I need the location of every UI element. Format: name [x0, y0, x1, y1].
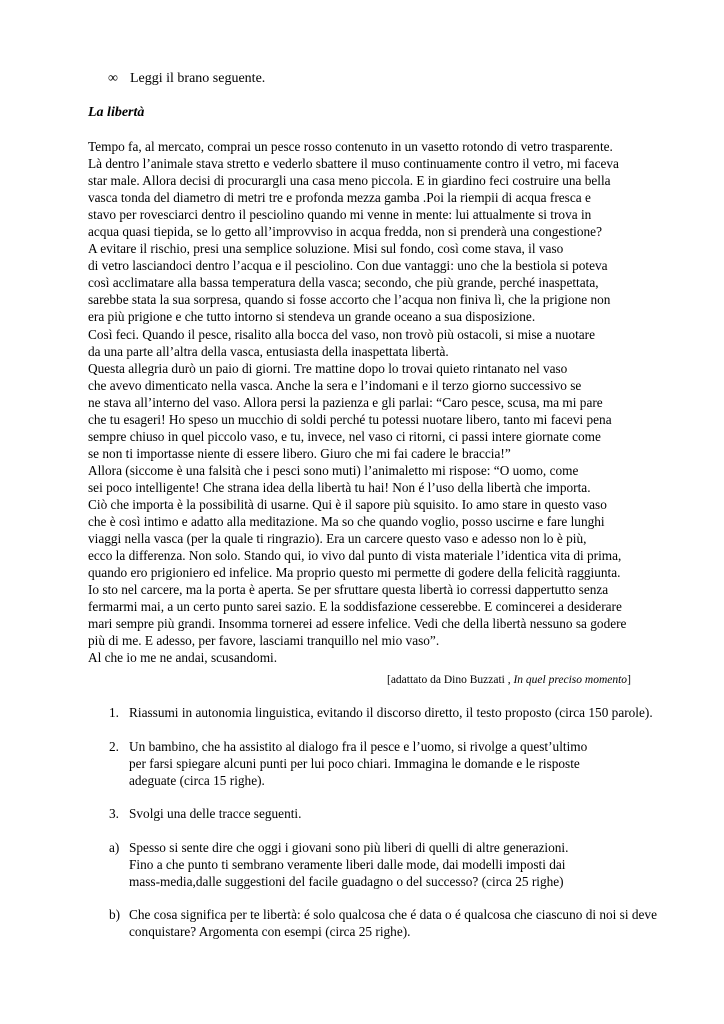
- question-text: [129, 704, 653, 721]
- story-line: sempre chiuso in quel piccolo vaso, e tu, invece, nel vaso ci ritorni, ci passi intere giornate come: [88, 428, 601, 444]
- story-line: viaggi nella vasca (per la quale ti ringrazio). Era un carcere questo vaso e adesso non lo è più,: [88, 531, 587, 547]
- question-line: Riassumi in autonomia linguistica, evitando il discorso diretto, il testo proposto (circa 150 parole).: [129, 705, 653, 720]
- story-line: stavo per rovesciarci dentro il pesciolino quando mi venne in mente: lui attualmente si trova in: [88, 207, 592, 223]
- story-line: ecco la differenza. Non solo. Stando qui, io vivo dal punto di vista materiale l’identica vita di prima,: [88, 548, 622, 564]
- question-line: Un bambino, che ha assistito al dialogo fra il pesce e l’uomo, si rivolge a quest’ultimo: [129, 739, 588, 754]
- story-line: Ciò che importa è la possibilità di usarne. Qui è il sapore più squisito. Io amo stare in questo vaso: [88, 496, 607, 512]
- story-line: sei poco intelligente! Che strana idea della libertà tu hai! Non é l’uso della libertà che importa.: [88, 479, 591, 495]
- story-line: più di me. E adesso, per favore, lasciami tranquillo nel mio vaso”.: [88, 633, 440, 649]
- story-line: Questa allegria durò un paio di giorni. Tre mattine dopo lo trovai quieto rintanato nel vaso: [88, 360, 568, 376]
- question-text: [129, 805, 301, 822]
- question-line: mass-media,dalle suggestioni del facile guadagno o del successo? (circa 25 righe): [129, 874, 564, 889]
- story-line: Là dentro l’animale stava stretto e vederlo sbattere il muso continuamente contro il vetro, mi faceva: [88, 156, 619, 172]
- story-line: quando ero prigioniero ed infelice. Ma proprio questo mi permette di godere della felicità raggiunta.: [88, 565, 621, 581]
- question-line: Fino a che punto ti sembrano veramente liberi dalle mode, dai modelli imposti dai: [129, 857, 566, 872]
- story-line: di vetro lasciandoci dentro l’acqua e il pesciolino. Con due vantaggi: uno che la bestiola si poteva: [88, 258, 608, 274]
- source-prefix: [adattato da Dino Buzzati ,: [387, 674, 514, 686]
- story-line: che avevo dimenticato nella vasca. Anche la sera e l’indomani e il terzo giorno successivo se: [88, 377, 582, 393]
- story-line: Al che io me ne andai, scusandomi.: [88, 650, 278, 666]
- intro-text: Leggi il brano seguente.: [130, 71, 266, 86]
- question-number: 2.: [109, 739, 119, 754]
- story-line: che tu esageri! Ho speso un mucchio di soldi perché tu potessi nuotare libero, tanto mi facevi pena: [88, 411, 612, 427]
- story-line: fermarmi mai, a un certo punto sarei sazio. E la soddisfazione cesserebbe. E comincerei a desiderare: [88, 599, 622, 615]
- story-line: Così feci. Quando il pesce, risalito alla bocca del vaso, non trovò più ostacoli, si mise a nuotare: [88, 326, 595, 342]
- story-line: Allora (siccome è una falsità che i pesci sono muti) l’animaletto mi rispose: “O uomo, come: [88, 462, 579, 478]
- question-line: per farsi spiegare alcuni punti per lui poco chiari. Immagina le domande e le risposte: [129, 756, 580, 771]
- story-line: A evitare il rischio, presi una semplice soluzione. Misi sul fondo, così come stava, il vaso: [88, 241, 564, 257]
- intro-instruction: [108, 70, 265, 87]
- question-line: Spesso si sente dire che oggi i giovani sono più liberi di quelli di altre generazioni.: [129, 840, 569, 855]
- question-line: adeguate (circa 15 righe).: [129, 773, 265, 788]
- story-line: acqua quasi tiepida, se lo getto all’improvviso in acqua fredda, non si prenderà una congestione?: [88, 224, 602, 240]
- question-line: Svolgi una delle tracce seguenti.: [129, 806, 302, 821]
- question-number: 1.: [109, 705, 119, 720]
- source-work-title: In quel preciso momento: [513, 674, 628, 686]
- story-line: così acclimatare alla bassa temperatura della vasca; secondo, che più grande, perché inaspettata,: [88, 275, 599, 291]
- story-line: Tempo fa, al mercato, comprai un pesce rosso contenuto in un vasetto rotondo di vetro trasparente.: [88, 139, 613, 154]
- question-number: b): [109, 907, 121, 922]
- story-line: vasca tonda del diametro di metri tre e profonda mezza gamba .Poi la riempii di acqua fresca e: [88, 190, 591, 206]
- question-text: [129, 906, 657, 940]
- story-line: che è così intimo e adatto alla meditazione. Ma so che quando voglio, posso uscirne e fare lunghi: [88, 514, 605, 530]
- infinity-bullet-icon: ∞: [108, 71, 118, 86]
- story-title: La libertà: [88, 105, 145, 120]
- source-citation: [387, 673, 631, 687]
- question-number: a): [109, 840, 120, 855]
- story-line: se non ti importasse niente di essere libero. Giuro che mi fai cadere le braccia!”: [88, 445, 511, 461]
- question-line: conquistare? Argomenta con esempi (circa 25 righe).: [129, 924, 411, 939]
- story-line: star male. Allora decisi di procurargli una casa meno piccola. E in giardino feci costruire una bella: [88, 173, 611, 189]
- story-text: [88, 138, 688, 666]
- story-line: da una parte all’altra della vasca, entusiasta della inaspettata libertà.: [88, 343, 449, 359]
- question-text: [129, 738, 587, 789]
- question-text: [129, 839, 568, 890]
- story-line: era più prigione e che tutto intorno si stendeva un grande oceano a sua disposizione.: [88, 309, 536, 325]
- story-line: sarebbe stata la sua sorpresa, quando si fosse accorto che l’acqua non finiva lì, che la prigione non: [88, 292, 611, 308]
- story-line: ne stava all’interno del vaso. Allora persi la pazienza e gli parlai: “Caro pesce, scusa, ma mi pare: [88, 394, 603, 410]
- story-line: mari sempre più grandi. Insomma tornerei ad essere infelice. Vedi che della libertà nessuno sa godere: [88, 616, 627, 632]
- source-suffix: ]: [627, 674, 631, 686]
- question-line: Che cosa significa per te libertà: é solo qualcosa che é data o é qualcosa che ciascuno di noi si deve: [129, 907, 657, 922]
- question-number: 3.: [109, 806, 119, 821]
- story-line: Io sto nel carcere, ma la porta è aperta. Se per sfruttare questa libertà io corressi dappertutto senza: [88, 582, 609, 598]
